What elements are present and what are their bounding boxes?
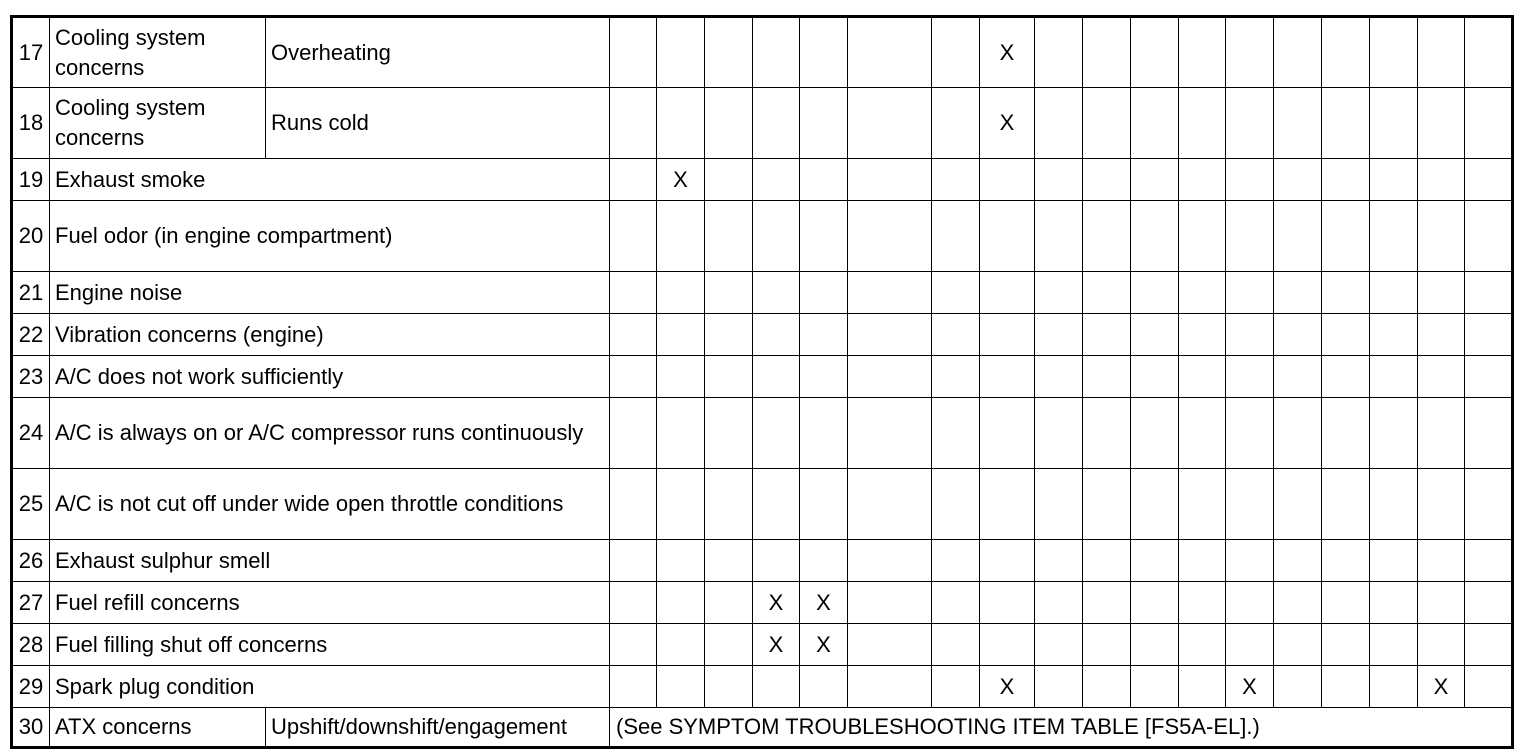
- symptom-detail-cell: Runs cold: [266, 88, 610, 159]
- check-cell: [753, 469, 800, 540]
- check-cell: [1226, 159, 1274, 201]
- check-cell: [705, 540, 753, 582]
- check-cell: [1083, 582, 1131, 624]
- check-cell: [848, 314, 932, 356]
- symptom-cell: Cooling system concerns: [50, 88, 266, 159]
- check-cell: [1083, 356, 1131, 398]
- table-row: [12, 582, 1513, 624]
- check-cell: [1083, 88, 1131, 159]
- check-cell: [1465, 624, 1513, 666]
- check-mark: X: [657, 159, 705, 201]
- check-cell: [1370, 159, 1418, 201]
- check-cell: [1418, 201, 1465, 272]
- table-row: [12, 88, 1513, 159]
- check-cell: [705, 398, 753, 469]
- check-cell: [1370, 624, 1418, 666]
- check-cell: [1035, 272, 1083, 314]
- check-cell: [1418, 582, 1465, 624]
- check-cell: [1131, 624, 1179, 666]
- check-cell: [800, 314, 848, 356]
- check-cell: [1083, 201, 1131, 272]
- check-cell: [1370, 201, 1418, 272]
- check-cell: [1179, 624, 1226, 666]
- check-cell: [1226, 469, 1274, 540]
- table-row: [12, 708, 1513, 748]
- check-cell: [800, 469, 848, 540]
- check-cell: [980, 356, 1035, 398]
- check-cell: [1083, 17, 1131, 88]
- check-cell: [1179, 398, 1226, 469]
- check-cell: [1418, 398, 1465, 469]
- check-cell: [800, 17, 848, 88]
- check-cell: [1179, 666, 1226, 708]
- check-cell: [1274, 624, 1322, 666]
- check-cell: [1322, 624, 1370, 666]
- check-cell: [1465, 17, 1513, 88]
- check-cell: [1226, 88, 1274, 159]
- check-cell: [1131, 582, 1179, 624]
- check-cell: [1083, 624, 1131, 666]
- check-cell: [1465, 272, 1513, 314]
- symptom-cell: Fuel odor (in engine compartment): [50, 201, 610, 272]
- table-row: [12, 159, 1513, 201]
- check-cell: [610, 469, 657, 540]
- check-cell: [657, 398, 705, 469]
- check-cell: [610, 666, 657, 708]
- check-cell: [1274, 469, 1322, 540]
- check-cell: [1370, 582, 1418, 624]
- check-cell: [657, 666, 705, 708]
- check-cell: [1083, 159, 1131, 201]
- check-cell: [1274, 272, 1322, 314]
- check-cell: [753, 356, 800, 398]
- check-cell: [1370, 272, 1418, 314]
- symptom-cell: Engine noise: [50, 272, 610, 314]
- check-mark: X: [980, 666, 1035, 708]
- check-cell: [800, 540, 848, 582]
- check-cell: [1274, 582, 1322, 624]
- check-cell: [705, 666, 753, 708]
- check-cell: [1274, 314, 1322, 356]
- check-cell: [610, 88, 657, 159]
- check-cell: [657, 314, 705, 356]
- check-mark: X: [800, 624, 848, 666]
- check-mark: X: [753, 624, 800, 666]
- row-number: 25: [12, 469, 50, 540]
- check-cell: [1226, 272, 1274, 314]
- check-mark: X: [753, 582, 800, 624]
- symptom-cell: Exhaust sulphur smell: [50, 540, 610, 582]
- check-cell: [1274, 356, 1322, 398]
- check-cell: [705, 88, 753, 159]
- check-cell: [1274, 201, 1322, 272]
- symptom-cell: Spark plug condition: [50, 666, 610, 708]
- symptom-detail-cell: Overheating: [266, 17, 610, 88]
- check-cell: [848, 272, 932, 314]
- check-cell: [1035, 314, 1083, 356]
- check-cell: [1322, 272, 1370, 314]
- check-cell: [705, 582, 753, 624]
- check-cell: [980, 159, 1035, 201]
- check-cell: [1131, 469, 1179, 540]
- check-cell: [1131, 666, 1179, 708]
- check-cell: [1131, 272, 1179, 314]
- check-cell: [1131, 356, 1179, 398]
- check-cell: [1131, 201, 1179, 272]
- table-row: [12, 624, 1513, 666]
- check-cell: [657, 201, 705, 272]
- check-cell: [1322, 356, 1370, 398]
- symptom-detail-cell: Upshift/downshift/engagement: [266, 708, 610, 748]
- check-cell: [705, 201, 753, 272]
- check-cell: [1179, 582, 1226, 624]
- check-cell: [610, 201, 657, 272]
- check-cell: [1322, 469, 1370, 540]
- check-cell: [657, 469, 705, 540]
- check-cell: [657, 356, 705, 398]
- check-cell: [753, 159, 800, 201]
- check-cell: [1370, 17, 1418, 88]
- check-cell: [932, 582, 980, 624]
- check-cell: [1322, 314, 1370, 356]
- check-cell: [1226, 201, 1274, 272]
- check-cell: [1179, 356, 1226, 398]
- check-cell: [932, 272, 980, 314]
- row-number: 22: [12, 314, 50, 356]
- check-cell: [1131, 17, 1179, 88]
- row-number: 26: [12, 540, 50, 582]
- check-cell: [1465, 159, 1513, 201]
- check-cell: [1418, 272, 1465, 314]
- check-cell: [1035, 201, 1083, 272]
- check-cell: [610, 159, 657, 201]
- check-cell: [1226, 314, 1274, 356]
- check-cell: [1035, 582, 1083, 624]
- check-cell: [1083, 469, 1131, 540]
- row-number: 20: [12, 201, 50, 272]
- check-cell: [657, 582, 705, 624]
- check-cell: [705, 272, 753, 314]
- check-cell: [932, 17, 980, 88]
- check-cell: [932, 201, 980, 272]
- check-cell: [1465, 88, 1513, 159]
- check-cell: [1179, 88, 1226, 159]
- row-number: 27: [12, 582, 50, 624]
- check-cell: [610, 582, 657, 624]
- check-cell: [1418, 159, 1465, 201]
- check-cell: [1035, 398, 1083, 469]
- check-cell: [800, 272, 848, 314]
- symptom-cell: Exhaust smoke: [50, 159, 610, 201]
- check-cell: [610, 624, 657, 666]
- check-cell: [932, 398, 980, 469]
- check-cell: [1274, 88, 1322, 159]
- table-row: [12, 666, 1513, 708]
- check-cell: [1226, 582, 1274, 624]
- check-cell: [800, 88, 848, 159]
- check-cell: [1370, 469, 1418, 540]
- check-cell: [1465, 201, 1513, 272]
- check-cell: [610, 398, 657, 469]
- check-cell: [1226, 17, 1274, 88]
- check-cell: [1465, 582, 1513, 624]
- row-number: 29: [12, 666, 50, 708]
- check-cell: [1035, 624, 1083, 666]
- check-cell: [1465, 356, 1513, 398]
- check-cell: [610, 356, 657, 398]
- symptom-cell: Vibration concerns (engine): [50, 314, 610, 356]
- check-cell: [1226, 356, 1274, 398]
- check-cell: [705, 314, 753, 356]
- check-cell: [1418, 624, 1465, 666]
- check-cell: [657, 88, 705, 159]
- check-cell: [705, 159, 753, 201]
- check-cell: [1274, 17, 1322, 88]
- check-cell: [753, 272, 800, 314]
- check-cell: [980, 201, 1035, 272]
- check-cell: [1083, 314, 1131, 356]
- check-cell: [980, 624, 1035, 666]
- check-cell: [1131, 314, 1179, 356]
- check-cell: [1035, 17, 1083, 88]
- check-cell: [1035, 88, 1083, 159]
- check-cell: [753, 201, 800, 272]
- symptom-cell: ATX concerns: [50, 708, 266, 748]
- check-cell: [1179, 314, 1226, 356]
- table-row: [12, 469, 1513, 540]
- check-cell: [1131, 88, 1179, 159]
- check-cell: [1083, 272, 1131, 314]
- check-cell: [1418, 314, 1465, 356]
- check-cell: [1418, 469, 1465, 540]
- check-cell: [1274, 159, 1322, 201]
- check-cell: [1035, 666, 1083, 708]
- check-cell: [1370, 666, 1418, 708]
- check-cell: [1418, 88, 1465, 159]
- check-cell: [1322, 201, 1370, 272]
- check-cell: [1131, 398, 1179, 469]
- check-cell: [705, 17, 753, 88]
- check-cell: [1322, 159, 1370, 201]
- check-cell: [1274, 666, 1322, 708]
- row-number: 17: [12, 17, 50, 88]
- check-cell: [1370, 356, 1418, 398]
- check-cell: [1370, 314, 1418, 356]
- check-cell: [1322, 540, 1370, 582]
- check-cell: [1083, 398, 1131, 469]
- table-row: [12, 314, 1513, 356]
- check-cell: [932, 159, 980, 201]
- check-cell: [848, 88, 932, 159]
- check-cell: [980, 582, 1035, 624]
- check-cell: [848, 17, 932, 88]
- table-row: [12, 201, 1513, 272]
- check-cell: [1179, 159, 1226, 201]
- check-cell: [657, 272, 705, 314]
- check-cell: [848, 540, 932, 582]
- check-cell: [1418, 17, 1465, 88]
- check-cell: [657, 540, 705, 582]
- check-cell: [1370, 88, 1418, 159]
- symptom-cell: A/C is not cut off under wide open throttle conditions: [50, 469, 610, 540]
- table-row: [12, 356, 1513, 398]
- check-cell: [1465, 314, 1513, 356]
- symptom-cell: Cooling system concerns: [50, 17, 266, 88]
- check-cell: [932, 469, 980, 540]
- check-cell: [1083, 666, 1131, 708]
- check-cell: [657, 17, 705, 88]
- check-cell: [1370, 398, 1418, 469]
- check-cell: [1322, 398, 1370, 469]
- symptom-cell: A/C is always on or A/C compressor runs continuously: [50, 398, 610, 469]
- check-cell: [848, 398, 932, 469]
- check-cell: [800, 159, 848, 201]
- table-row: [12, 398, 1513, 469]
- check-cell: [1035, 159, 1083, 201]
- check-cell: [1226, 398, 1274, 469]
- check-cell: [1322, 17, 1370, 88]
- check-cell: [1226, 624, 1274, 666]
- check-cell: [610, 17, 657, 88]
- check-cell: [1418, 540, 1465, 582]
- check-cell: [932, 666, 980, 708]
- check-cell: [1179, 469, 1226, 540]
- row-number: 23: [12, 356, 50, 398]
- table-row: [12, 272, 1513, 314]
- check-cell: [1322, 666, 1370, 708]
- check-cell: [1465, 398, 1513, 469]
- check-cell: [980, 398, 1035, 469]
- check-cell: [1035, 469, 1083, 540]
- check-cell: [1418, 356, 1465, 398]
- check-cell: [800, 666, 848, 708]
- row-number: 24: [12, 398, 50, 469]
- check-cell: [753, 666, 800, 708]
- check-cell: [932, 88, 980, 159]
- row-number: 28: [12, 624, 50, 666]
- check-cell: [705, 469, 753, 540]
- check-cell: [1179, 17, 1226, 88]
- row-number: 21: [12, 272, 50, 314]
- check-cell: [848, 666, 932, 708]
- check-cell: [848, 469, 932, 540]
- check-cell: [932, 356, 980, 398]
- check-mark: X: [800, 582, 848, 624]
- check-cell: [753, 17, 800, 88]
- check-cell: [1274, 540, 1322, 582]
- check-cell: [1226, 540, 1274, 582]
- check-cell: [1179, 201, 1226, 272]
- check-cell: [1131, 159, 1179, 201]
- check-cell: [932, 314, 980, 356]
- check-cell: [980, 314, 1035, 356]
- check-cell: [705, 624, 753, 666]
- check-cell: [980, 272, 1035, 314]
- check-cell: [610, 314, 657, 356]
- check-cell: [848, 159, 932, 201]
- check-cell: [1370, 540, 1418, 582]
- check-cell: [848, 624, 932, 666]
- check-cell: [1322, 582, 1370, 624]
- row-number: 30: [12, 708, 50, 748]
- check-cell: [800, 201, 848, 272]
- check-mark: X: [980, 17, 1035, 88]
- check-cell: [1179, 540, 1226, 582]
- check-mark: X: [1226, 666, 1274, 708]
- row-number: 19: [12, 159, 50, 201]
- check-cell: [1274, 398, 1322, 469]
- check-cell: [1465, 540, 1513, 582]
- table-row: [12, 17, 1513, 88]
- check-cell: [657, 624, 705, 666]
- check-cell: [1035, 540, 1083, 582]
- check-cell: [848, 356, 932, 398]
- check-cell: [932, 540, 980, 582]
- check-cell: [1322, 88, 1370, 159]
- check-mark: X: [1418, 666, 1465, 708]
- reference-note: (See SYMPTOM TROUBLESHOOTING ITEM TABLE [FS5A-EL].): [610, 708, 1513, 748]
- check-cell: [980, 469, 1035, 540]
- check-cell: [753, 88, 800, 159]
- check-cell: [1131, 540, 1179, 582]
- check-cell: [980, 540, 1035, 582]
- check-cell: [1465, 666, 1513, 708]
- check-cell: [1035, 356, 1083, 398]
- check-cell: [705, 356, 753, 398]
- check-cell: [848, 201, 932, 272]
- check-cell: [610, 540, 657, 582]
- check-cell: [800, 398, 848, 469]
- check-cell: [1083, 540, 1131, 582]
- check-cell: [610, 272, 657, 314]
- check-cell: [932, 624, 980, 666]
- check-cell: [800, 356, 848, 398]
- symptom-cell: A/C does not work sufficiently: [50, 356, 610, 398]
- check-cell: [753, 540, 800, 582]
- check-cell: [753, 398, 800, 469]
- check-cell: [848, 582, 932, 624]
- row-number: 18: [12, 88, 50, 159]
- check-mark: X: [980, 88, 1035, 159]
- symptom-cell: Fuel refill concerns: [50, 582, 610, 624]
- symptom-table: [10, 15, 1514, 749]
- check-cell: [1179, 272, 1226, 314]
- table-row: [12, 540, 1513, 582]
- symptom-cell: Fuel filling shut off concerns: [50, 624, 610, 666]
- check-cell: [1465, 469, 1513, 540]
- check-cell: [753, 314, 800, 356]
